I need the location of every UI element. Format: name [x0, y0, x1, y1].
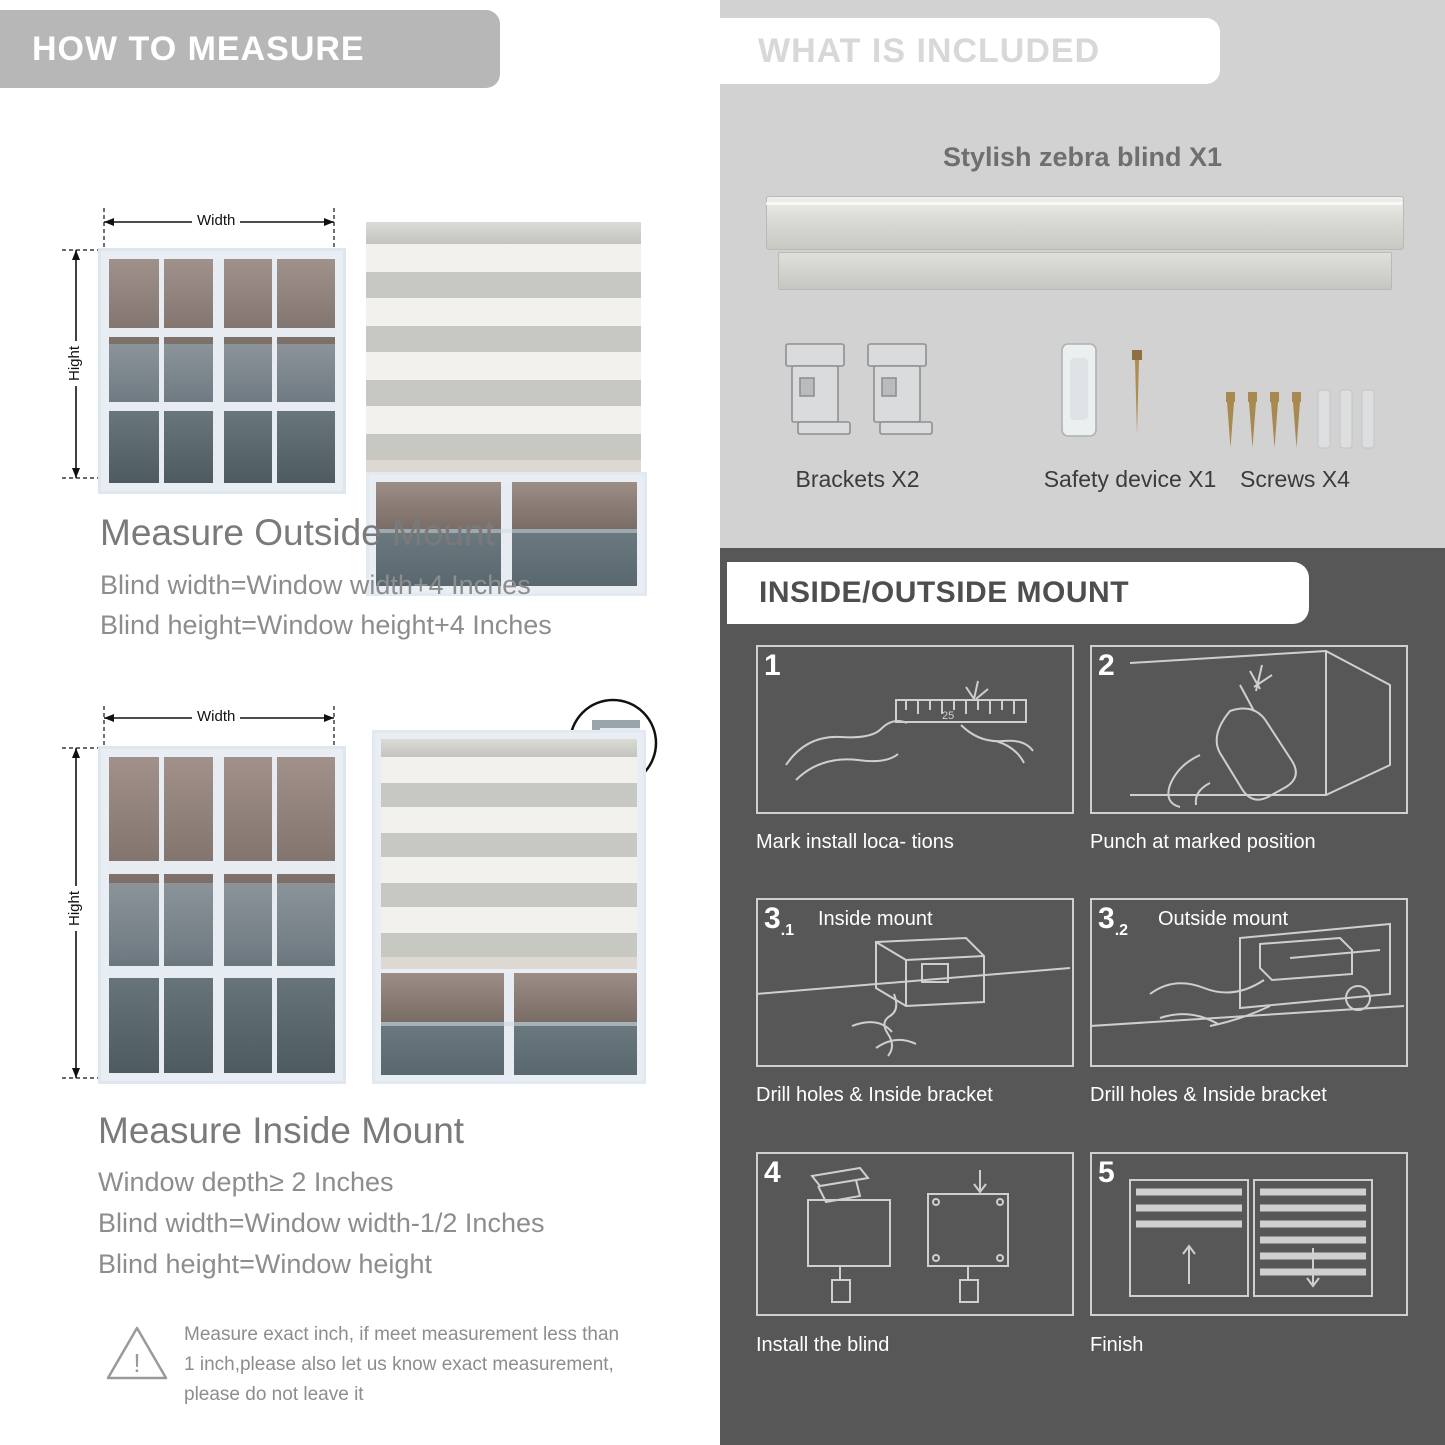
step-4 [756, 1152, 1074, 1397]
outside-bracket-icon [1090, 898, 1404, 1063]
step-3-2-number: $3_{.2}$ [1098, 902, 1129, 939]
what-is-included-title: WHAT IS INCLUDED [758, 31, 1101, 70]
step-3-1 [756, 898, 1074, 1143]
step-5-number: 5 [1098, 1156, 1115, 1189]
step-1-number: 1 [764, 649, 781, 682]
step-1-caption: Mark install loca- tions [756, 831, 954, 853]
tape-measure-icon [756, 645, 1070, 810]
inside-height-label: Hight [66, 886, 83, 931]
inside-mount-line-3: Blind height=Window height [98, 1249, 432, 1279]
inside-outside-mount-banner [727, 562, 1309, 624]
install-blind-icon [756, 1152, 1070, 1312]
how-to-measure-panel [0, 0, 712, 1445]
part-safety-device [1040, 330, 1225, 450]
step-4-number: 4 [764, 1156, 781, 1189]
zebra-blind-outside [366, 222, 641, 497]
warning-triangle-icon [104, 1320, 170, 1386]
outside-mount-line-1: Blind width=Window width+4 Inches [100, 570, 531, 600]
part-label-screws: Screws X4 [1240, 466, 1350, 492]
window-outline [98, 248, 346, 494]
inside-mount-line-2: Blind width=Window width-1/2 Inches [98, 1208, 545, 1238]
outside-height-label: Hight [66, 341, 83, 386]
step-5 [1090, 1152, 1408, 1397]
measure-note [104, 1320, 634, 1410]
zebra-blind-bottomrail [778, 252, 1392, 290]
included-main-item-label: Stylish zebra blind X1 [942, 142, 1223, 172]
step-3-2-caption: Drill holes & Inside bracket [1090, 1084, 1327, 1106]
step-2 [1090, 645, 1408, 890]
part-screws [1210, 330, 1390, 450]
step-4-caption: Install the blind [756, 1334, 890, 1356]
outside-width-label: Width [192, 212, 240, 229]
outside-mount-heading: Measure Outside Mount [100, 512, 495, 553]
window-with-inside-blind [372, 730, 646, 1084]
outside-mount-diagram [0, 100, 712, 510]
how-to-measure-banner [0, 10, 500, 88]
part-label-brackets: Brackets X2 [795, 466, 920, 492]
what-is-included-banner [720, 18, 1220, 84]
inside-width-label: Width [192, 708, 240, 725]
finished-blind-icon [1090, 1152, 1404, 1312]
inside-mount-line-1: Window depth≥ 2 Inches [98, 1167, 394, 1197]
step-3-1-inline-label: Inside mount [818, 908, 933, 930]
window-outline-inside [98, 746, 346, 1084]
drill-icon [1090, 645, 1404, 810]
step-2-caption: Punch at marked position [1090, 831, 1316, 853]
inside-mount-heading: Measure Inside Mount [98, 1110, 465, 1151]
step-3-1-number: $3_{.1}$ [764, 902, 795, 939]
inside-outside-mount-title: INSIDE/OUTSIDE MOUNT [759, 576, 1130, 609]
svg-text:25: 25 [942, 710, 955, 722]
outside-mount-line-2: Blind height=Window height+4 Inches [100, 610, 552, 640]
step-3-1-caption: Drill holes & Inside bracket [756, 1084, 993, 1106]
step-2-number: 2 [1098, 649, 1115, 682]
step-3-2 [1090, 898, 1408, 1143]
svg-text:!: ! [133, 1348, 141, 1378]
how-to-measure-title: HOW TO MEASURE [32, 29, 365, 68]
inside-mount-diagram [0, 690, 712, 1100]
step-3-2-inline-label: Outside mount [1158, 908, 1289, 930]
part-brackets [770, 330, 945, 450]
inside-bracket-icon [756, 898, 1070, 1063]
step-5-caption: Finish [1090, 1334, 1144, 1356]
part-label-safety-device: Safety device X1 [1043, 466, 1217, 492]
measure-note-text: Measure exact inch, if meet measurement less than 1 inch,please also let us know exact measurement, please do not leave it [184, 1324, 620, 1405]
step-1 [756, 645, 1074, 890]
